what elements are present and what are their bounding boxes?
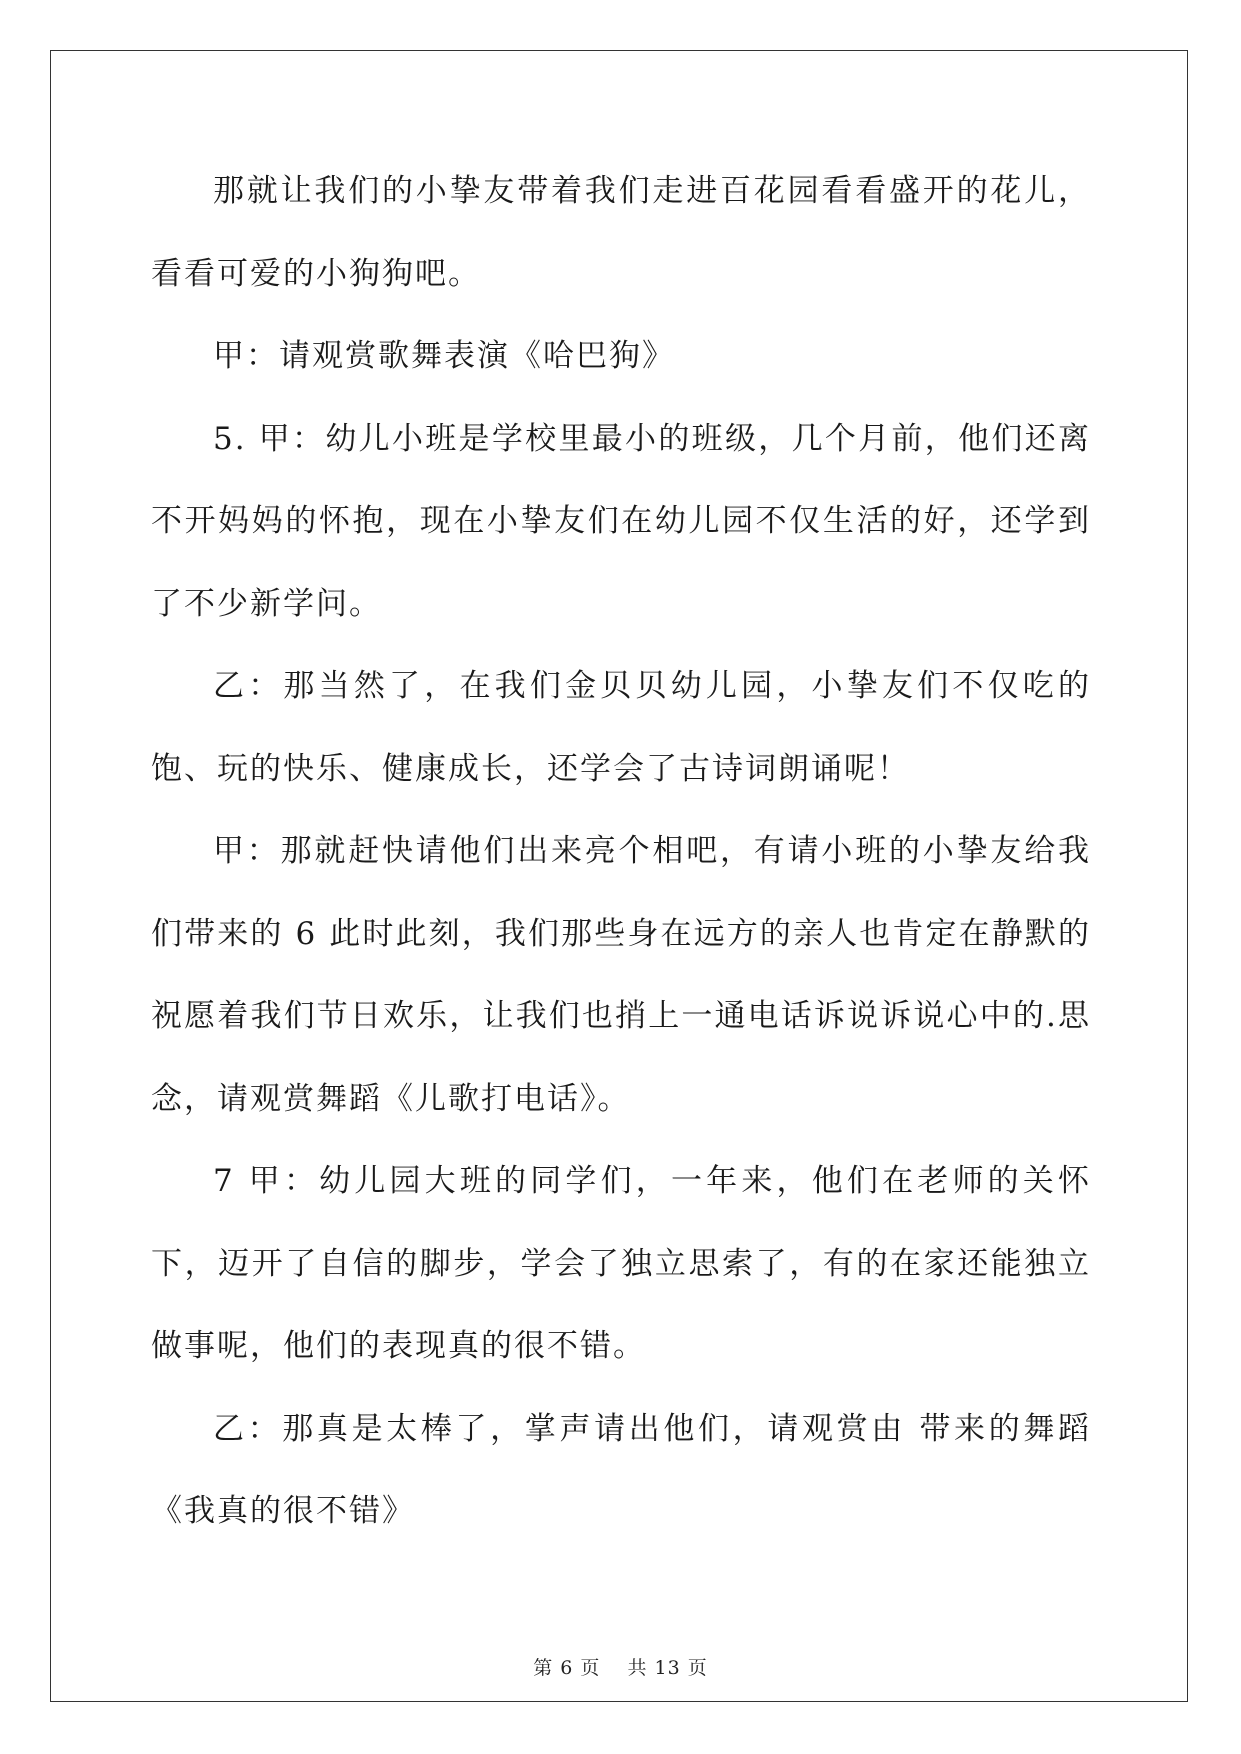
paragraph: 甲：请观赏歌舞表演《哈巴狗》 xyxy=(213,338,675,374)
page-number-footer: 第 6 页 共 13 页 xyxy=(533,1657,708,1679)
paragraph: 5. 甲：幼儿小班是学校里最小的班级，几个月前，他们还离不开妈妈的怀抱，现在小挚友们在幼儿园不仅生活的好，还学到了不少新学问。 xyxy=(151,420,1091,622)
paragraph: 乙：那当然了，在我们金贝贝幼儿园，小挚友们不仅吃的饱、玩的快乐、健康成长，还学会了古诗词朗诵呢！ xyxy=(151,668,1091,787)
document-body xyxy=(151,150,1091,1553)
paragraph: 7 甲：幼儿园大班的同学们，一年来，他们在老师的关怀下，迈开了自信的脚步，学会了独立思索了，有的在家还能独立做事呢，他们的表现真的很不错。 xyxy=(151,1163,1091,1364)
paragraph: 甲：那就赶快请他们出来亮个相吧，有请小班的小挚友给我们带来的 6 此时此刻，我们那些身在远方的亲人也肯定在静默的祝愿着我们节日欢乐，让我们也捎上一通电话诉说诉说心中的.思念，请观赏舞蹈《儿歌打电话》。 xyxy=(151,833,1091,1117)
paragraph: 乙：那真是太棒了，掌声请出他们，请观赏由 带来的舞蹈《我真的很不错》 xyxy=(151,1410,1091,1529)
paragraph: 那就让我们的小挚友带着我们走进百花园看看盛开的花儿，看看可爱的小狗狗吧。 xyxy=(151,173,1091,292)
